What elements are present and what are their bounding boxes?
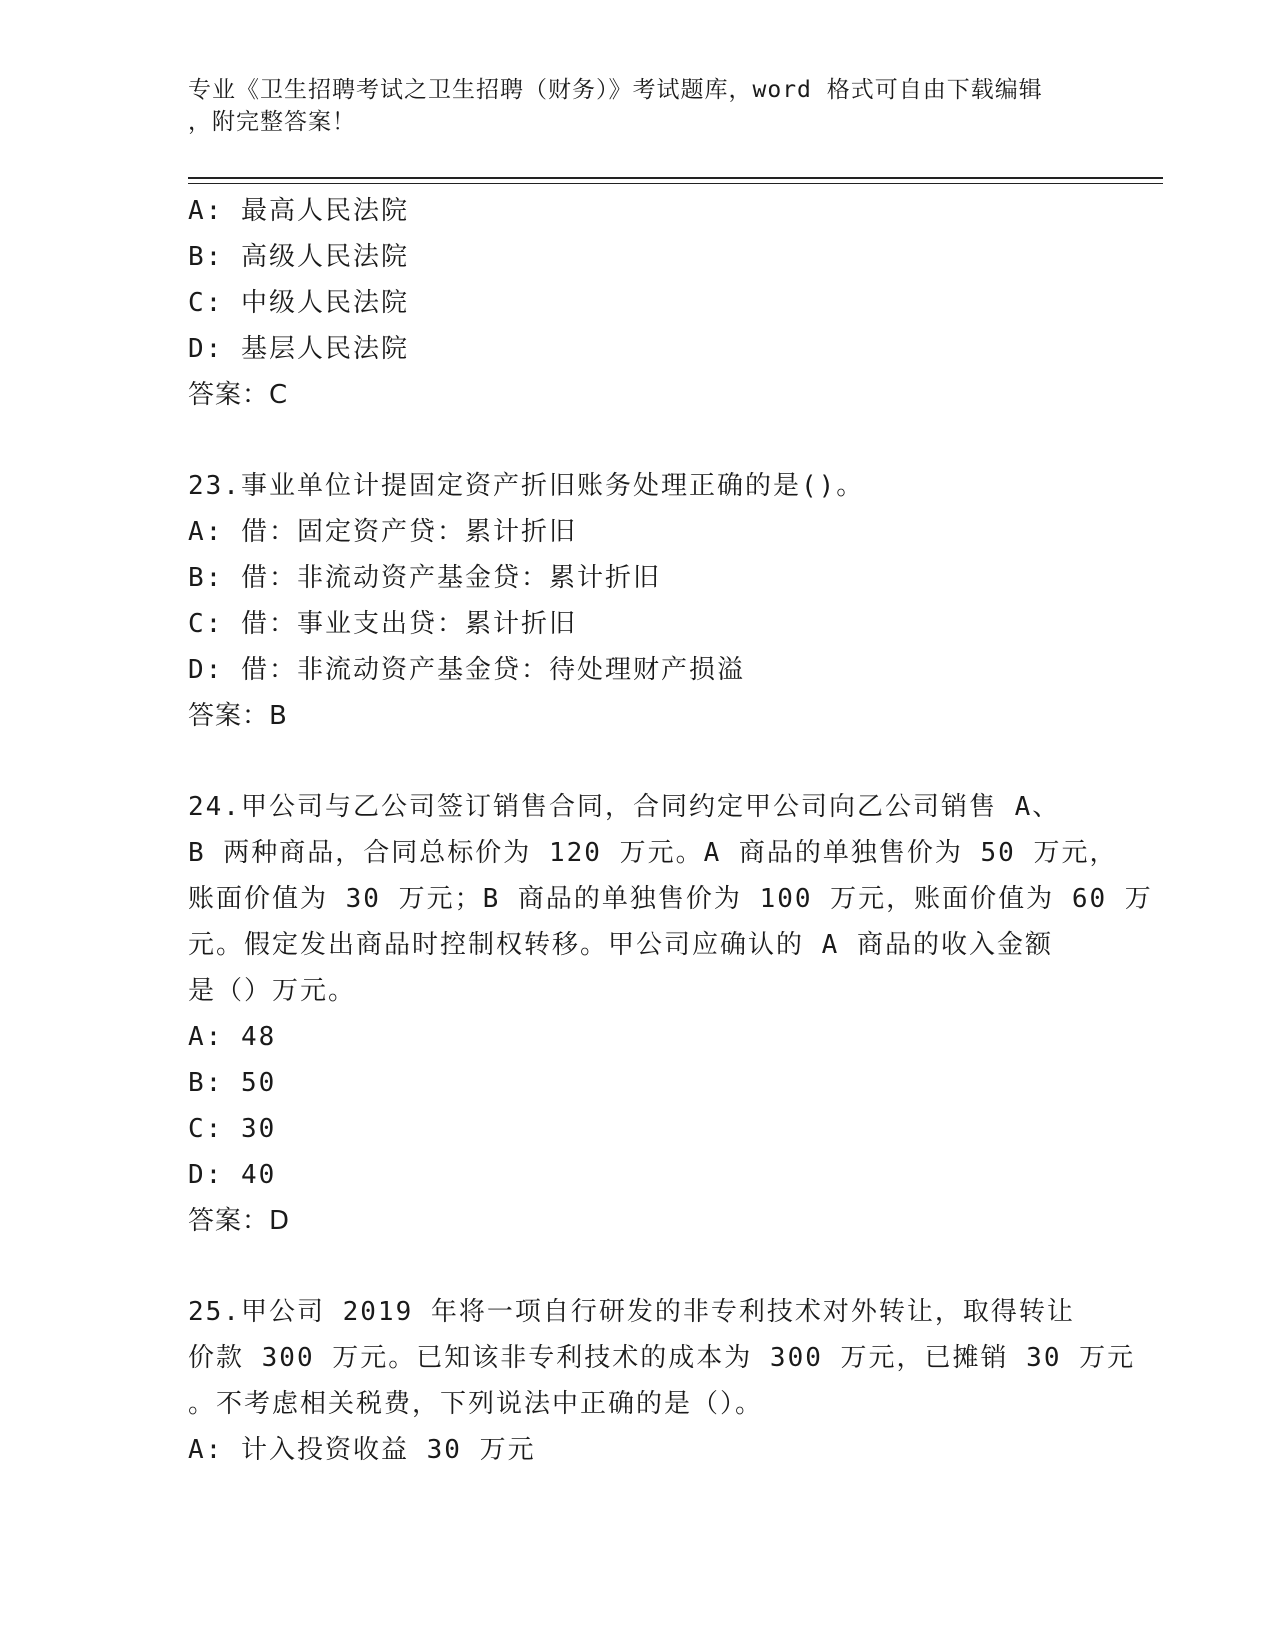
question-22	[188, 188, 1088, 418]
header-title-line-2: ，附完整答案！	[188, 109, 356, 135]
option-c: C: 中级人民法院	[188, 288, 409, 318]
question-stem: 23.事业单位计提固定资产折旧账务处理正确的是()。	[188, 471, 865, 501]
question-23	[188, 463, 1088, 739]
question-24	[188, 784, 1153, 1244]
spacer	[188, 418, 1088, 463]
header-divider-thick	[188, 177, 1163, 179]
option-c: C: 30	[188, 1114, 277, 1144]
question-stem-line-5: 是（）万元。	[188, 976, 357, 1006]
option-a: A: 最高人民法院	[188, 196, 409, 226]
option-b: B: 高级人民法院	[188, 242, 409, 272]
option-b: B: 50	[188, 1068, 277, 1098]
header-divider-thin	[188, 183, 1163, 184]
option-a: A: 计入投资收益 30 万元	[188, 1435, 536, 1465]
spacer	[188, 1244, 1088, 1289]
option-d: D: 40	[188, 1160, 277, 1190]
answer-line: 答案：D	[188, 1206, 291, 1236]
question-stem-line-1: 24.甲公司与乙公司签订销售合同，合同约定甲公司向乙公司销售 A、	[188, 792, 1061, 822]
spacer	[188, 739, 1088, 784]
question-stem-line-4: 元。假定发出商品时控制权转移。甲公司应确认的 A 商品的收入金额	[188, 930, 1053, 960]
answer-line: 答案：B	[188, 701, 288, 731]
option-a: A: 借：固定资产贷：累计折旧	[188, 517, 577, 547]
answer-line: 答案：C	[188, 380, 289, 410]
question-stem-line-1: 25.甲公司 2019 年将一项自行研发的非专利技术对外转让，取得转让	[188, 1297, 1075, 1327]
question-stem-line-3: 账面价值为 30 万元；B 商品的单独售价为 100 万元，账面价值为 60 万	[188, 884, 1153, 914]
question-stem-line-2: B 两种商品，合同总标价为 120 万元。A 商品的单独售价为 50 万元，	[188, 838, 1118, 868]
question-list	[188, 188, 1153, 1473]
question-stem-line-3: 。不考虑相关税费，下列说法中正确的是（）。	[188, 1389, 764, 1419]
question-25	[188, 1289, 1136, 1473]
option-c: C: 借：事业支出贷：累计折旧	[188, 609, 577, 639]
option-d: D: 基层人民法院	[188, 334, 409, 364]
document-header	[188, 74, 1088, 138]
question-stem-line-2: 价款 300 万元。已知该非专利技术的成本为 300 万元，已摊销 30 万元	[188, 1343, 1136, 1373]
option-b: B: 借：非流动资产基金贷：累计折旧	[188, 563, 661, 593]
header-title-line-1: 专业《卫生招聘考试之卫生招聘（财务）》考试题库，word 格式可自由下载编辑	[188, 77, 1043, 103]
option-a: A: 48	[188, 1022, 277, 1052]
option-d: D: 借：非流动资产基金贷：待处理财产损溢	[188, 655, 745, 685]
